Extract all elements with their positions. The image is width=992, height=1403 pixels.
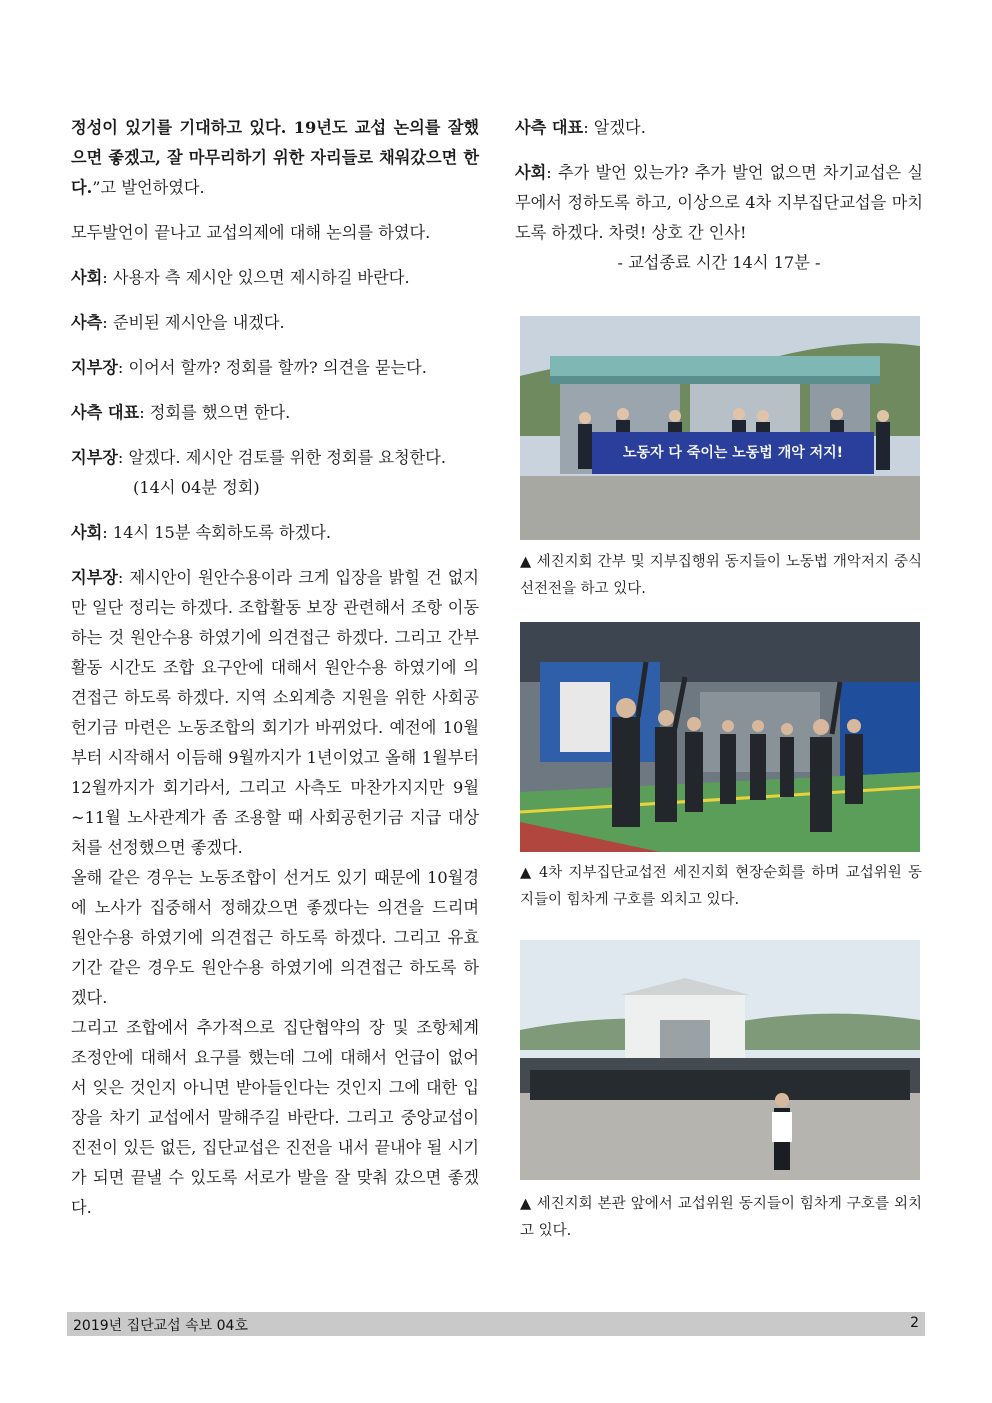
- paragraph-intro: 정성이 있기를 기대하고 있다. 19년도 교섭 논의를 잘했으면 좋겠고, 잘 마무리하기 위한 자리들로 채워갔으면 한다.”고 발언하였다.: [71, 118, 479, 197]
- photo-banner-protest: [520, 316, 920, 540]
- photo-caption: ▲ 세진지회 본관 앞에서 교섭위원 동지들이 힘차게 구호를 외치고 있다.: [520, 1196, 922, 1239]
- dialogue-line: 사회: 사용자 측 제시안 있으면 제시하길 바란다.: [71, 268, 410, 287]
- speaker-label: 사측: [71, 313, 103, 332]
- photo-main-building-rally: [520, 940, 920, 1180]
- end-time-note: - 교섭종료 시간 14시 17분 -: [617, 253, 821, 272]
- speaker-label: 사회: [515, 163, 547, 182]
- footer-publication-title: 2019년 집단교섭 속보 04호: [73, 1318, 248, 1334]
- page-number: 2: [910, 1315, 919, 1331]
- right-column: [515, 113, 923, 278]
- paragraph-summary: 모두발언이 끝나고 교섭의제에 대해 논의를 하였다.: [71, 223, 431, 242]
- speaker-label: 지부장: [71, 568, 118, 587]
- speaker-label: 지부장: [71, 448, 118, 467]
- dialogue-line: 사측 대표: 정회를 했으면 한다.: [71, 403, 291, 422]
- dialogue-line: 사회: 추가 발언 있는가? 추가 발언 없으면 차기교섭은 실무에서 정하도록 하고, 이상으로 4차 지부집단교섭을 마치도록 하겠다. 차렷! 상호 간 인사!: [515, 163, 923, 242]
- dialogue-line: 지부장: 제시안이 원안수용이라 크게 입장을 밝힐 건 없지만 일단 정리는 하겠다. 조합활동 보장 관련해서 조항 이동하는 것 원안수용 하였기에 의견접근 하겠다. 그리고 간부활동 시간도 조합 요구안에 대해서 원안수용 하였기에 의견접근 하도록 하겠다. 지역 소외계층 지원을 위한 사회공헌기금 마련은 노동조합의 회기가 바뀌었다. 예전에 10월부터 시작해서 이듬해 9월까지가 1년이었고 올해 1월부터 12월까지가 회기라서, 그리고 사측도 마찬가지지만 9월~11월 노사관계가 좀 조용할 때 사회공헌기금 지급 대상처를 선정했으면 좋겠다.: [71, 568, 479, 857]
- page-footer: [67, 1312, 925, 1336]
- dialogue-line: 사측: 준비된 제시안을 내겠다.: [71, 313, 285, 332]
- photo-caption: ▲ 4차 지부집단교섭전 세진지회 현장순회를 하며 교섭위원 동지들이 힘차게 구호를 외치고 있다.: [520, 865, 922, 908]
- speaker-label: 사측 대표: [71, 403, 140, 422]
- speaker-label: 사회: [71, 523, 103, 542]
- paragraph-body: 그리고 조합에서 추가적으로 집단협약의 장 및 조항체계 조정안에 대해서 요구를 했는데 그에 대해서 언급이 없어서 잊은 것인지 아니면 받아들인다는 것인지 그에 대한 입장을 차기 교섭에서 말해주길 바란다. 그리고 중앙교섭이 진전이 있든 없든, 집단교섭은 진전을 내서 끝내야 될 시기가 되면 끝낼 수 있도록 서로가 발을 잘 맞춰 갔으면 좋겠다.: [71, 1018, 479, 1217]
- protest-banner-text: 노동자 다 죽이는 노동법 개악 저지!: [622, 445, 844, 461]
- speaker-label: 지부장: [71, 358, 118, 377]
- photo-caption: ▲ 세진지회 간부 및 지부집행위 동지들이 노동법 개악저지 중식선전전을 하고 있다.: [520, 554, 922, 597]
- dialogue-line: 지부장: 이어서 할까? 정회를 할까? 의견을 묻는다.: [71, 358, 427, 377]
- dialogue-line: 사측 대표: 알겠다.: [515, 118, 646, 137]
- paragraph-body: 올해 같은 경우는 노동조합이 선거도 있기 때문에 10월경에 노사가 집중해서 정해갔으면 좋겠다는 의견을 드리며 원안수용 하였기에 의견접근 하도록 하겠다. 그리고 유효기간 같은 경우도 원안수용 하였기에 의견접근 하도록 하겠다.: [71, 868, 479, 1007]
- photo-factory-rally: [520, 622, 920, 852]
- dialogue-line: 지부장: 알겠다. 제시안 검토를 위한 정회를 요청한다. (14시 04분 정회): [71, 443, 479, 503]
- left-column: [71, 113, 479, 1223]
- speaker-label: 사회: [71, 268, 103, 287]
- recess-note: (14시 04분 정회): [133, 478, 260, 497]
- dialogue-line: 사회: 14시 15분 속회하도록 하겠다.: [71, 523, 332, 542]
- speaker-label: 사측 대표: [515, 118, 584, 137]
